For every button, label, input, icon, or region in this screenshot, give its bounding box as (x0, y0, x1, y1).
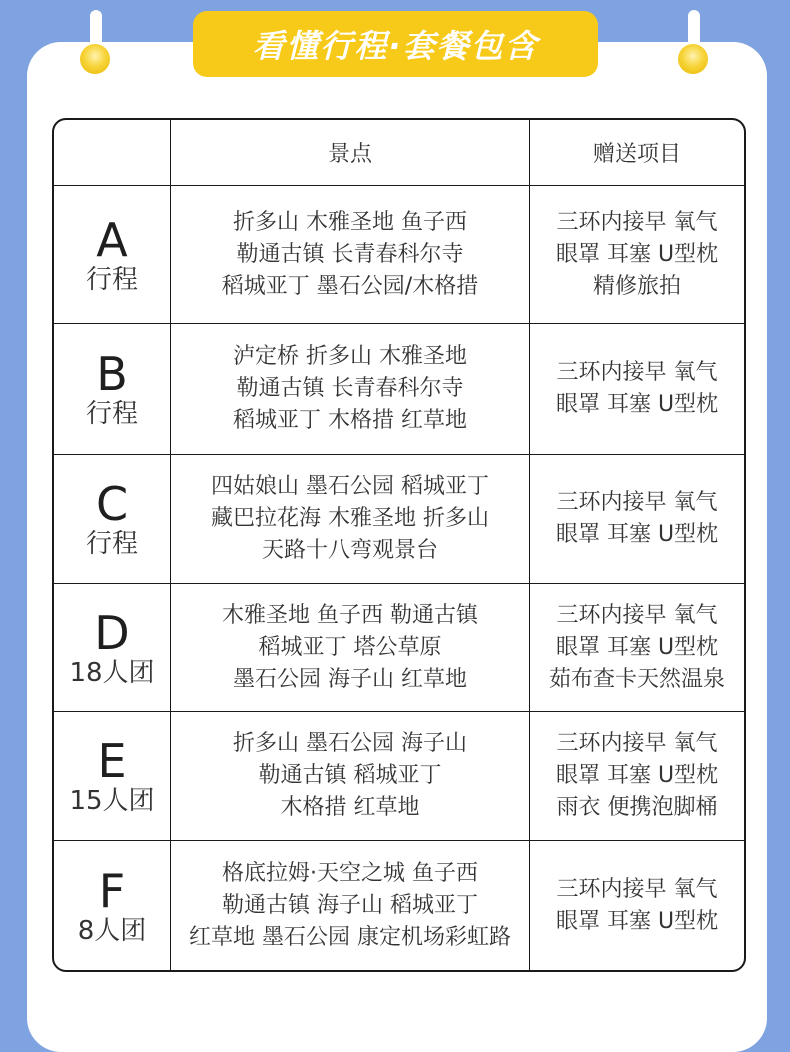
route-cell (54, 455, 171, 584)
spot-line: 勒通古镇 海子山 稻城亚丁 (222, 892, 478, 918)
itinerary-table (52, 118, 746, 972)
gift-line: 眼罩 耳塞 U型枕 (555, 908, 719, 934)
binder-ring-right (678, 10, 708, 74)
gift-line: 三环内接早 氧气 (556, 490, 718, 515)
spots-cell (171, 186, 530, 324)
spots-cell (171, 712, 530, 841)
spot-line: 格底拉姆·天空之城 鱼子西 (222, 860, 478, 886)
header-gifts: 赠送项目 (530, 120, 744, 186)
route-cell (54, 712, 171, 841)
spots-cell (171, 584, 530, 712)
header-spots: 景点 (171, 120, 530, 186)
spot-line: 木格措 红草地 (280, 795, 420, 820)
gift-line: 雨衣 便携泡脚桶 (556, 795, 718, 820)
binder-ball (80, 44, 110, 74)
table-header-row (54, 120, 744, 186)
gifts-cell (530, 324, 744, 455)
spot-line: 折多山 木雅圣地 鱼子西 (233, 209, 467, 235)
spot-line: 勒通古镇 长青春科尔寺 (236, 241, 464, 267)
route-label: 行程 (85, 529, 138, 559)
route-letter: C (95, 477, 129, 531)
route-letter: F (98, 863, 126, 918)
spot-line: 稻城亚丁 墨石公园/木格措 (221, 273, 479, 299)
spot-line: 墨石公园 海子山 红草地 (233, 666, 467, 692)
gifts-cell (530, 841, 744, 970)
binder-ball (678, 44, 708, 74)
table-row-d (54, 584, 744, 712)
spot-line: 折多山 墨石公园 海子山 (233, 731, 467, 756)
gift-line: 精修旅拍 (592, 273, 681, 299)
route-label: 15人团 (69, 786, 155, 816)
binder-ring-left (80, 10, 110, 74)
gift-line: 三环内接早 氧气 (556, 209, 718, 235)
header-empty (54, 120, 171, 186)
route-label: 行程 (85, 264, 138, 295)
spot-line: 藏巴拉花海 木雅圣地 折多山 (211, 506, 489, 531)
gifts-cell (530, 186, 744, 324)
route-cell (54, 186, 171, 324)
banner-title: 看懂行程·套餐包含 (252, 27, 539, 65)
route-letter: D (94, 605, 130, 660)
gift-line: 三环内接早 氧气 (556, 360, 718, 385)
route-cell (54, 584, 171, 712)
spot-line: 四姑娘山 墨石公园 稻城亚丁 (211, 474, 489, 499)
table-row-f (54, 841, 744, 970)
route-label: 18人团 (69, 657, 155, 688)
route-cell (54, 841, 171, 970)
table-row-b (54, 324, 744, 455)
spots-cell (171, 455, 530, 584)
spot-line: 勒通古镇 长青春科尔寺 (236, 376, 464, 401)
spots-cell (171, 324, 530, 455)
gifts-cell (530, 584, 744, 712)
title-banner (193, 11, 598, 77)
gift-line: 眼罩 耳塞 U型枕 (555, 392, 719, 417)
gift-line: 三环内接早 氧气 (556, 602, 718, 628)
gifts-cell (530, 712, 744, 841)
spot-line: 木雅圣地 鱼子西 勒通古镇 (222, 602, 478, 628)
gift-line: 三环内接早 氧气 (556, 731, 718, 756)
spot-line: 勒通古镇 稻城亚丁 (258, 763, 442, 788)
gift-line: 眼罩 耳塞 U型枕 (555, 522, 719, 547)
route-letter: B (96, 347, 128, 401)
spot-line: 稻城亚丁 塔公草原 (258, 634, 442, 660)
gift-line: 眼罩 耳塞 U型枕 (555, 241, 719, 267)
spot-line: 红草地 墨石公园 康定机场彩虹路 (189, 924, 511, 950)
route-letter: E (97, 734, 127, 788)
table-row-c (54, 455, 744, 584)
spot-line: 稻城亚丁 木格措 红草地 (233, 408, 467, 433)
gifts-cell (530, 455, 744, 584)
spot-line: 泸定桥 折多山 木雅圣地 (233, 344, 467, 369)
gift-line: 三环内接早 氧气 (556, 876, 718, 902)
route-label: 8人团 (77, 915, 147, 946)
gift-line: 眼罩 耳塞 U型枕 (555, 634, 719, 660)
gift-line: 眼罩 耳塞 U型枕 (555, 763, 719, 788)
table-row-a (54, 186, 744, 324)
gift-line: 茹布查卡天然温泉 (548, 666, 725, 692)
route-letter: A (96, 212, 128, 267)
spots-cell (171, 841, 530, 970)
route-cell (54, 324, 171, 455)
table-row-e (54, 712, 744, 841)
route-label: 行程 (85, 399, 138, 429)
spot-line: 天路十八弯观景台 (261, 538, 438, 563)
